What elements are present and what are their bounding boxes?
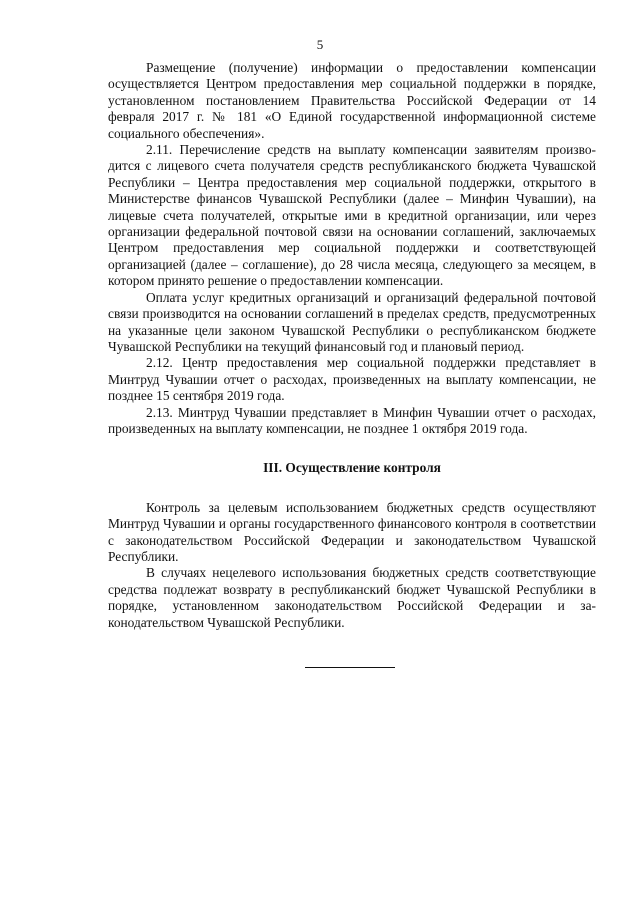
closing-divider xyxy=(305,667,395,668)
section-heading: III. Осуществление контроля xyxy=(263,460,441,476)
paragraph-2-13: 2.13. Минтруд Чувашии представляет в Минфин Чувашии отчет о расходах, произведенных на выплату компенсации, не позднее 1 октября 2019 года. xyxy=(108,404,596,436)
paragraph-misuse-return: В случаях нецелевого использования бюджетных средств соответствующие средства подлежат возврату в республиканский бюджет Чувашской Республики в порядке, установленном законодательством Российской Федерации и законодательством Чувашской Республики. xyxy=(108,565,596,630)
document-body xyxy=(108,60,596,631)
paragraph-control: Контроль за целевым использованием бюджетных средств осуществляют Минтруд Чувашии и органы государственного финансового контроля в соответствии с законодательством Российской Федерации и законодательством Чувашской Республики. xyxy=(108,499,596,564)
paragraph-info-placement: Размещение (получение) информации о предоставлении компенсации осуществляется Центром предоставления мер социальной поддержки в порядке, установленном постановлением Правительства Российской Федерации от 14 февраля 2017 г. № 181 «О Единой государственной информационной системе социального обеспечения». xyxy=(108,60,596,141)
paragraph-2-11: 2.11. Перечисление средств на выплату компенсации заявителям производится с лицевого счета получателя средств республиканского бюджета Чувашской Республики – Центра предоставления мер социальной поддержки, открытого в Министерстве финансов Чувашской Республики (далее – Минфин Чувашии), на лицевые счета получателей, открытые ими в кредитной организации, или через организации федеральной почтовой связи на основании соглашений, заключаемых Центром предоставления мер социальной поддержки и соответствующей организацией (далее – соглашение), до 28 числа месяца, следующего за месяцем, в котором принято решение о предоставлении компенсации. xyxy=(108,142,596,289)
paragraph-payment-services: Оплата услуг кредитных организаций и организаций федеральной почтовой связи производится на основании соглашений в пределах средств, предусмотренных на указанные цели законом Чувашской Республики о республиканском бюджете Чувашской Республики на текущий финансовый год и плановый период. xyxy=(108,289,596,354)
paragraph-2-12: 2.12. Центр предоставления мер социальной поддержки представляет в Минтруд Чувашии отчет о расходах, произведенных на выплату компенсации, не позднее 15 сентября 2019 года. xyxy=(108,355,596,404)
page-number: 5 xyxy=(316,37,324,52)
